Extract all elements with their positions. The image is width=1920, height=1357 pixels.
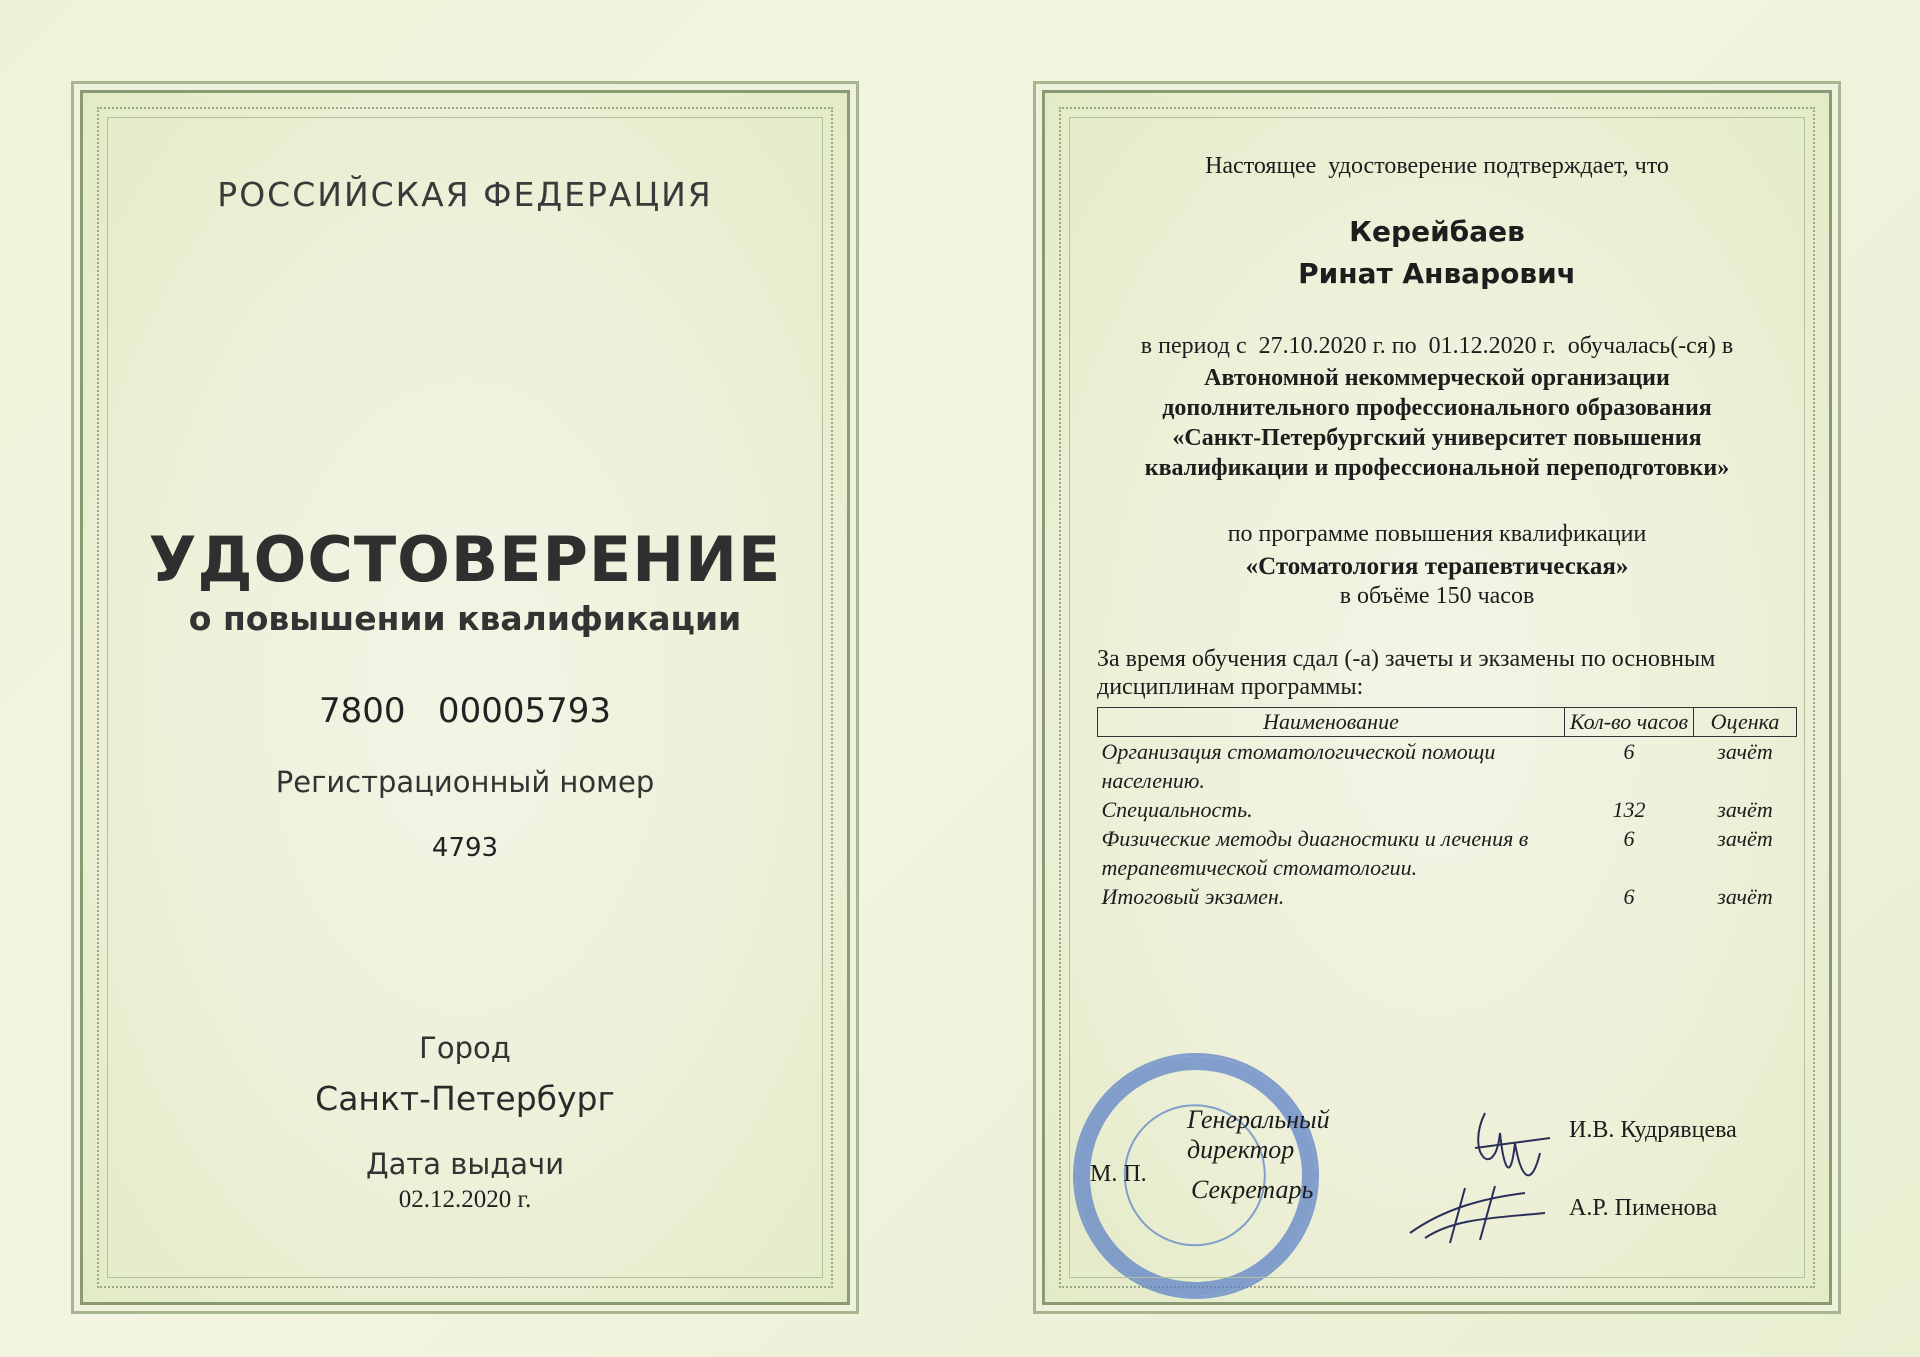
issue-date-value: 02.12.2020 г. <box>398 1186 532 1213</box>
certificate-content-page <box>1042 90 1832 1305</box>
organization-line: дополнительного профессионального образования <box>1162 395 1712 421</box>
program-volume: в объёме 150 часов <box>1339 583 1535 609</box>
discipline-name: Специальность. <box>1101 797 1253 822</box>
director-name: И.В. Кудрявцева <box>1569 1117 1737 1143</box>
column-header-grade: Оценка <box>1694 708 1797 737</box>
discipline-grade: зачёт <box>1717 884 1773 909</box>
registration-number-label: Регистрационный номер <box>275 765 655 799</box>
table-row <box>1098 737 1797 796</box>
discipline-hours: 6 <box>1623 739 1635 764</box>
city-value: Санкт-Петербург <box>315 1079 615 1118</box>
organization-line: квалификации и профессиональной переподготовки» <box>1144 455 1730 481</box>
certificate-number: 7800 00005793 <box>318 691 611 731</box>
discipline-name: Итоговый экзамен. <box>1101 884 1285 909</box>
program-intro: по программе повышения квалификации <box>1227 521 1647 547</box>
exams-statement: За время обучения сдал (-а) зачеты и экзамены по основным дисциплинам программы: <box>1097 646 1716 700</box>
secretary-name: А.Р. Пименова <box>1569 1195 1718 1221</box>
issue-date-label: Дата выдачи <box>365 1147 565 1181</box>
table-row <box>1098 795 1797 824</box>
discipline-hours: 6 <box>1623 884 1635 909</box>
table-row <box>1098 824 1797 882</box>
organization-line: «Санкт-Петербургский университет повышения <box>1172 425 1702 451</box>
table-header-row <box>1098 708 1797 737</box>
table-row <box>1098 882 1797 911</box>
discipline-grade: зачёт <box>1717 797 1773 822</box>
discipline-hours: 132 <box>1612 797 1646 822</box>
holder-last-name: Керейбаев <box>1349 215 1525 248</box>
discipline-grade: зачёт <box>1717 739 1773 764</box>
discipline-name: Организация стоматологической помощи населению. <box>1101 739 1496 793</box>
discipline-grade: зачёт <box>1717 826 1773 851</box>
secretary-signature-icon <box>1405 1178 1555 1248</box>
program-name: «Стоматология терапевтическая» <box>1245 553 1629 580</box>
country-heading: РОССИЙСКАЯ ФЕДЕРАЦИЯ <box>217 175 713 214</box>
discipline-name: Физические методы диагностики и лечения в терапевтической стоматологии. <box>1101 826 1529 880</box>
study-period: в период с 27.10.2020 г. по 01.12.2020 г. обучалась(-ся) в <box>1140 333 1734 359</box>
holder-first-names: Ринат Анварович <box>1298 257 1576 290</box>
disciplines-table <box>1097 707 1797 911</box>
confirmation-intro: Настоящее удостоверение подтверждает, что <box>1205 153 1669 179</box>
stamp-place-label: М. П. <box>1090 1161 1147 1187</box>
discipline-hours: 6 <box>1623 826 1635 851</box>
secretary-role: Секретарь <box>1191 1175 1314 1204</box>
city-label: Город <box>419 1031 511 1065</box>
certificate-title: УДОСТОВЕРЕНИЕ <box>148 523 782 596</box>
registration-number-value: 4793 <box>431 833 499 863</box>
column-header-hours: Кол-во часов <box>1565 708 1694 737</box>
director-role: Генеральный директор <box>1187 1105 1330 1164</box>
certificate-cover-page <box>80 90 850 1305</box>
column-header-name: Наименование <box>1098 708 1565 737</box>
organization-line: Автономной некоммерческой организации <box>1204 365 1670 391</box>
certificate-subtitle: о повышении квалификации <box>188 599 742 638</box>
